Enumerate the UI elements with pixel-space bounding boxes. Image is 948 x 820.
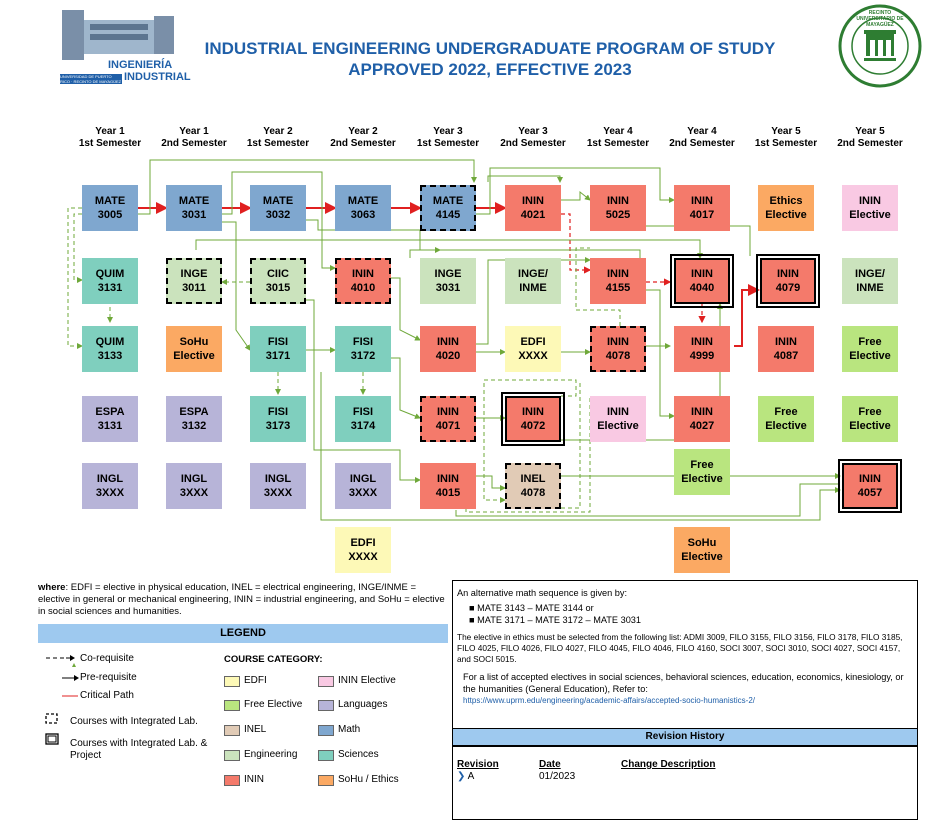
col-year: Year 2 bbox=[348, 126, 378, 137]
chevron-right-icon: ❯ bbox=[457, 771, 466, 782]
swatch-sciences bbox=[318, 750, 334, 761]
course-quim3131[interactable]: QUIM 3131 bbox=[82, 258, 138, 304]
course-mate3063[interactable]: MATE 3063 bbox=[335, 185, 391, 231]
course-inin4027[interactable]: ININ 4027 bbox=[674, 396, 730, 442]
col-sem: 2nd Semester bbox=[330, 138, 396, 149]
course-inin4015[interactable]: ININ 4015 bbox=[420, 463, 476, 509]
swatch-free-elective bbox=[224, 700, 240, 711]
legend-inel: INEL bbox=[244, 724, 267, 735]
ethics-text: The elective in ethics must be selected from the following list: ADMI 3009, FILO 3155, FILO 3156, FILO 3178, FILO 3185, FILO 4025, FILO 4026, FILO 4027, FILO 4045, FILO 4046, FILO 4160, SOCI 3007, SOCI 3010, SOCI 4027, SOCI 4157, and SOCI 5015. bbox=[457, 632, 903, 664]
course-inge3031[interactable]: INGE 3031 bbox=[420, 258, 476, 304]
abbreviations-note bbox=[38, 582, 448, 618]
logo-small-text: UNIVERSIDAD DE PUERTO RICO · RECINTO DE MAYAGÜEZ bbox=[60, 74, 122, 84]
swatch-sohu-ethics bbox=[318, 775, 334, 786]
course-free-elective[interactable]: Free Elective bbox=[758, 396, 814, 442]
course-inin4021[interactable]: ININ 4021 bbox=[505, 185, 561, 231]
legend-edfi: EDFI bbox=[244, 675, 267, 686]
course-inel4078[interactable]: INEL 4078 bbox=[505, 463, 561, 509]
revision-history-title: Revision History bbox=[452, 728, 918, 746]
rev-value: A bbox=[467, 771, 475, 782]
course-edfi[interactable]: EDFI XXXX bbox=[505, 326, 561, 372]
course-inin4010[interactable]: ININ 4010 bbox=[335, 258, 391, 304]
course-inin4040[interactable]: ININ 4040 bbox=[674, 258, 730, 304]
legend-integrated-lab: Courses with Integrated Lab. bbox=[70, 716, 198, 727]
title-line-2: APPROVED 2022, EFFECTIVE 2023 bbox=[348, 60, 632, 79]
legend-engineering: Engineering bbox=[244, 749, 298, 760]
course-inin4999[interactable]: ININ 4999 bbox=[674, 326, 730, 372]
course-inin-elective[interactable]: ININ Elective bbox=[590, 396, 646, 442]
course-inin4071[interactable]: ININ 4071 bbox=[420, 396, 476, 442]
col-sem: 2nd Semester bbox=[837, 138, 903, 149]
course-ingl-3xxx[interactable]: INGL 3XXX bbox=[335, 463, 391, 509]
logo-text-2: INDUSTRIAL bbox=[124, 71, 191, 83]
course-inin4020[interactable]: ININ 4020 bbox=[420, 326, 476, 372]
course-inin-elective[interactable]: ININ Elective bbox=[842, 185, 898, 231]
legend-languages: Languages bbox=[338, 699, 388, 710]
col-sem: 1st Semester bbox=[78, 138, 142, 149]
rev-row bbox=[457, 771, 474, 782]
course-inge-inme[interactable]: INGE/ INME bbox=[842, 258, 898, 304]
col-year: Year 4 bbox=[603, 126, 633, 137]
rev-col-revision: Revision bbox=[457, 759, 499, 770]
course-free-elective[interactable]: Free Elective bbox=[842, 326, 898, 372]
course-ingl-3xxx[interactable]: INGL 3XXX bbox=[166, 463, 222, 509]
course-espa3131[interactable]: ESPA 3131 bbox=[82, 396, 138, 442]
course-edfi[interactable]: EDFI XXXX bbox=[335, 527, 391, 573]
rev-col-change: Change Description bbox=[621, 759, 716, 770]
course-inge3011[interactable]: INGE 3011 bbox=[166, 258, 222, 304]
course-ciic3015[interactable]: CIIC 3015 bbox=[250, 258, 306, 304]
swatch-edfi bbox=[224, 676, 240, 687]
course-inin4087[interactable]: ININ 4087 bbox=[758, 326, 814, 372]
rev-date: 01/2023 bbox=[539, 771, 576, 782]
course-free-elective[interactable]: Free Elective bbox=[674, 449, 730, 495]
electives-link[interactable]: https://www.uprm.edu/engineering/academic-affairs/accepted-socio-humanistics-2/ bbox=[463, 696, 755, 705]
swatch-math bbox=[318, 725, 334, 736]
legend-prerequisite: Pre-requisite bbox=[80, 672, 137, 683]
alt-math-2: MATE 3171 – MATE 3172 – MATE 3031 bbox=[477, 615, 642, 625]
course-mate3032[interactable]: MATE 3032 bbox=[250, 185, 306, 231]
col-sem: 1st Semester bbox=[754, 138, 818, 149]
notes-box bbox=[452, 580, 918, 728]
where-text: : EDFI = elective in physical education, INEL = electrical engineering, INGE/INME = elective in general or mechanical engineering, ININ = industrial engineering, and SoHu = elective in social sciences and humanities. bbox=[38, 582, 445, 617]
legend-corequisite: Co-requisite bbox=[80, 653, 134, 664]
col-year: Year 2 bbox=[263, 126, 293, 137]
course-fisi3174[interactable]: FISI 3174 bbox=[335, 396, 391, 442]
swatch-inin-elective bbox=[318, 676, 334, 687]
course-fisi3172[interactable]: FISI 3172 bbox=[335, 326, 391, 372]
swatch-inel bbox=[224, 725, 240, 736]
legend-title: LEGEND bbox=[38, 624, 448, 643]
col-sem: 1st Semester bbox=[586, 138, 650, 149]
course-ingl-3xxx[interactable]: INGL 3XXX bbox=[250, 463, 306, 509]
legend-free-elective: Free Elective bbox=[244, 699, 303, 710]
rev-col-date: Date bbox=[539, 759, 561, 770]
legend-sciences: Sciences bbox=[338, 749, 379, 760]
course-ethics-elective[interactable]: Ethics Elective bbox=[758, 185, 814, 231]
legend-sohu-ethics: SoHu / Ethics bbox=[338, 774, 399, 785]
electives-text: For a list of accepted electives in social sciences, behavioral sciences, education, economics, kinesiology, or the humanities (General Education), Refer to: bbox=[463, 672, 904, 694]
course-sohu-elective[interactable]: SoHu Elective bbox=[674, 527, 730, 573]
prereq-lines bbox=[138, 160, 840, 520]
col-year: Year 1 bbox=[95, 126, 125, 137]
swatch-languages bbox=[318, 700, 334, 711]
legend-inin: ININ bbox=[244, 774, 264, 785]
col-sem: 1st Semester bbox=[246, 138, 310, 149]
course-inge-inme[interactable]: INGE/ INME bbox=[505, 258, 561, 304]
col-sem: 2nd Semester bbox=[161, 138, 227, 149]
col-sem: 2nd Semester bbox=[500, 138, 566, 149]
alt-math-1: MATE 3143 – MATE 3144 or bbox=[477, 603, 594, 613]
course-sohu-elective[interactable]: SoHu Elective bbox=[166, 326, 222, 372]
revision-history-table bbox=[452, 746, 918, 820]
seal-text: RECINTO UNIVERSITARIO DE MAYAGÜEZ bbox=[856, 10, 904, 28]
course-inin4078[interactable]: ININ 4078 bbox=[590, 326, 646, 372]
alt-math-item: ■ MATE 3171 – MATE 3172 – MATE 3031 bbox=[469, 615, 642, 625]
col-year: Year 5 bbox=[855, 126, 885, 137]
course-inin5025[interactable]: ININ 5025 bbox=[590, 185, 646, 231]
legend-inin-elective: ININ Elective bbox=[338, 675, 396, 686]
legend-critical-path: Critical Path bbox=[80, 690, 134, 701]
course-mate3005[interactable]: MATE 3005 bbox=[82, 185, 138, 231]
alt-math-intro: An alternative math sequence is given by: bbox=[457, 588, 628, 598]
col-sem: 2nd Semester bbox=[669, 138, 735, 149]
legend-integrated-lab-project: Courses with Integrated Lab. & Project bbox=[70, 738, 208, 761]
col-sem: 1st Semester bbox=[416, 138, 480, 149]
course-espa3132[interactable]: ESPA 3132 bbox=[166, 396, 222, 442]
course-fisi3171[interactable]: FISI 3171 bbox=[250, 326, 306, 372]
course-inin4017[interactable]: ININ 4017 bbox=[674, 185, 730, 231]
title-line-1: INDUSTRIAL ENGINEERING UNDERGRADUATE PROGRAM OF STUDY bbox=[204, 39, 776, 58]
logo-text-1: INGENIERÍA bbox=[108, 59, 173, 71]
course-quim3133[interactable]: QUIM 3133 bbox=[82, 326, 138, 372]
where-lead: where bbox=[38, 582, 66, 593]
col-year: Year 4 bbox=[687, 126, 717, 137]
legend-category-title: COURSE CATEGORY: bbox=[224, 654, 323, 665]
course-fisi3173[interactable]: FISI 3173 bbox=[250, 396, 306, 442]
course-inin4079[interactable]: ININ 4079 bbox=[760, 258, 816, 304]
col-year: Year 3 bbox=[518, 126, 548, 137]
course-inin4057[interactable]: ININ 4057 bbox=[842, 463, 898, 509]
swatch-inin bbox=[224, 775, 240, 786]
course-inin4155[interactable]: ININ 4155 bbox=[590, 258, 646, 304]
alt-math-item: ■ MATE 3143 – MATE 3144 or bbox=[469, 603, 594, 613]
course-free-elective[interactable]: Free Elective bbox=[842, 396, 898, 442]
course-mate4145[interactable]: MATE 4145 bbox=[420, 185, 476, 231]
swatch-engineering bbox=[224, 750, 240, 761]
col-year: Year 5 bbox=[771, 126, 801, 137]
course-inin4072[interactable]: ININ 4072 bbox=[505, 396, 561, 442]
col-year: Year 3 bbox=[433, 126, 463, 137]
legend-math: Math bbox=[338, 724, 361, 735]
course-mate3031[interactable]: MATE 3031 bbox=[166, 185, 222, 231]
col-year: Year 1 bbox=[179, 126, 209, 137]
course-ingl-3xxx[interactable]: INGL 3XXX bbox=[82, 463, 138, 509]
